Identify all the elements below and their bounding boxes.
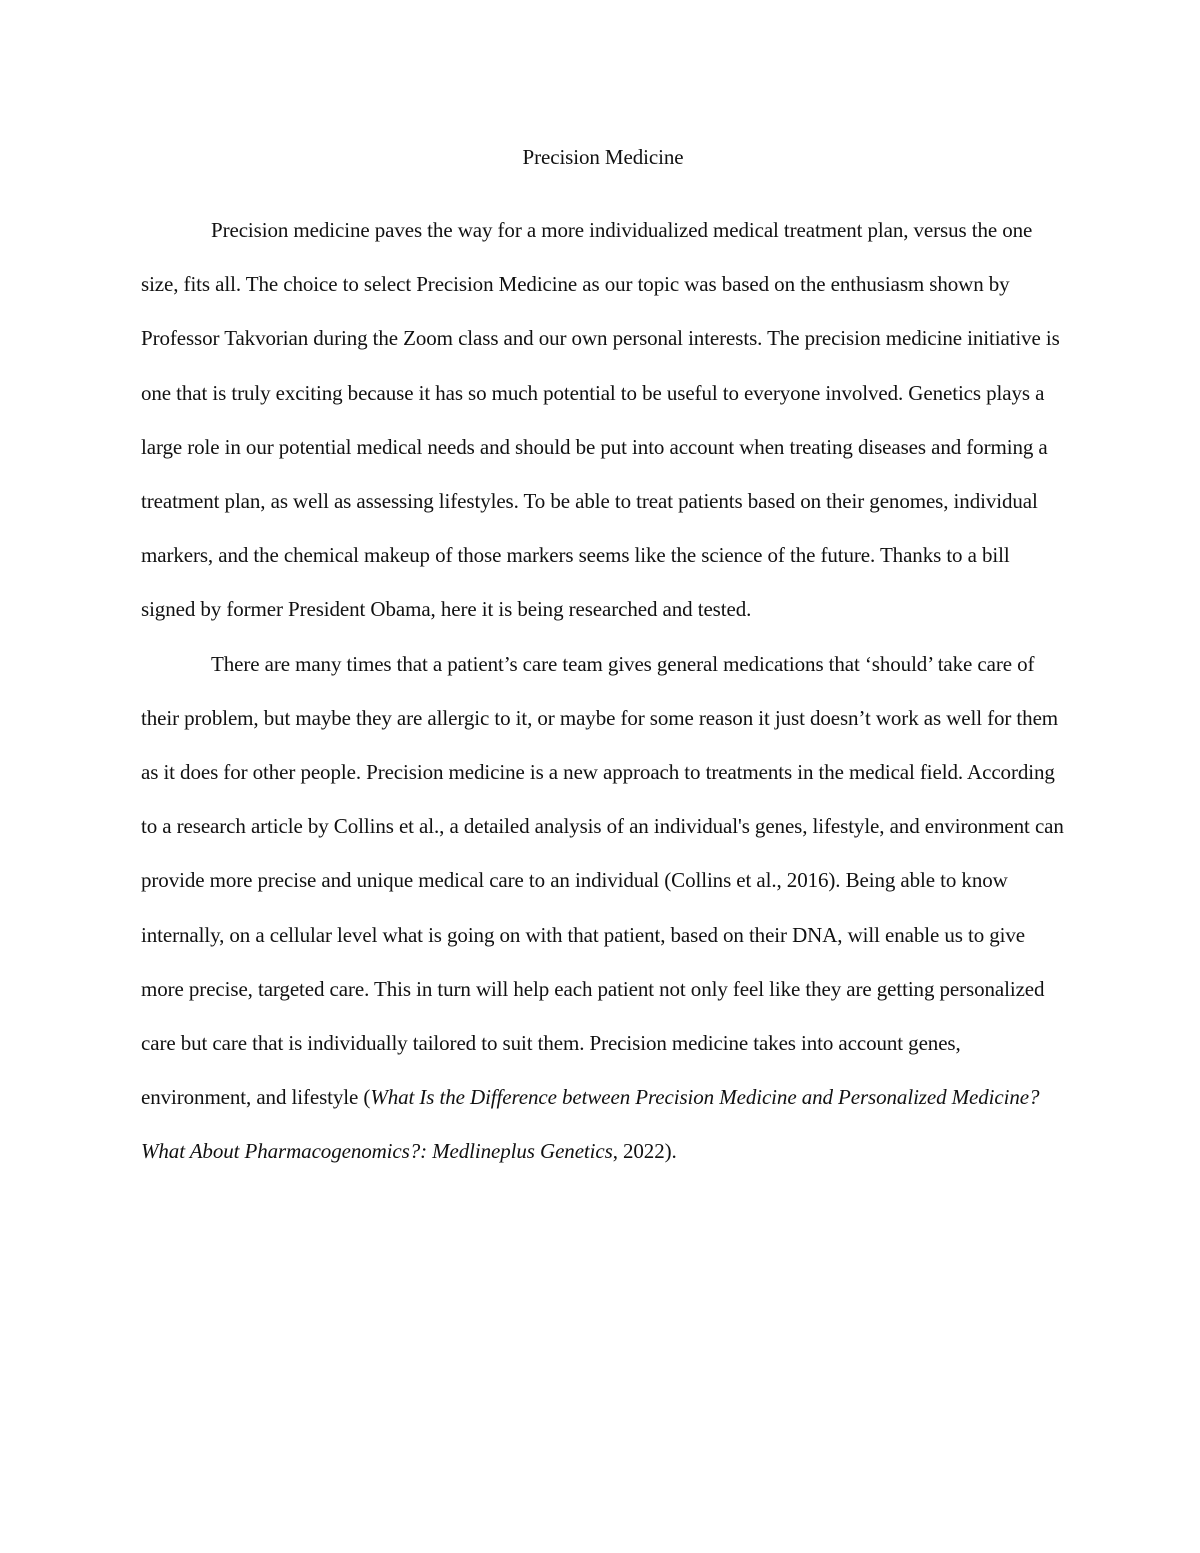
- document-body: [141, 138, 1065, 1179]
- paragraph-precision-approach: [141, 637, 1065, 1179]
- document-title: Precision Medicine: [522, 145, 684, 169]
- paragraph-body-text: There are many times that a patient’s care team gives general medications that ‘should’ take care of their problem, but maybe they are allergic to it, or maybe for some reason it just doesn’t work as well for them as it does for other people. Precision medicine is a new approach to treatments in the medical field. According to a research article by Collins et al., a detailed analysis of an individual's genes, lifestyle, and environment can provide more precise and unique medical care to an individual (Collins et al., 2016). Being able to know internally, on a cellular level what is going on with that patient, based on their DNA, will enable us to give more precise, targeted care. This in turn will help each patient not only feel like they are getting personalized care but care that is individually tailored to suit them. Precision medicine takes into account genes, environment, and lifestyle (: [141, 651, 1064, 1110]
- citation-title: What Is the Difference between Precision Medicine and Personalized Medicine? What About Pharmacogenomics?: Medlineplus Genetics: [141, 1085, 1040, 1164]
- paragraph-intro: Precision medicine paves the way for a more individualized medical treatment plan, versus the one size, fits all. The choice to select Precision Medicine as our topic was based on the enthusiasm shown by Professor Takvorian during the Zoom class and our own personal interests. The precision medicine initiative is one that is truly exciting because it has so much potential to be useful to everyone involved. Genetics plays a large role in our potential medical needs and should be put into account when treating diseases and forming a treatment plan, as well as assessing lifestyles. To be able to treat patients based on their genomes, individual markers, and the chemical makeup of those markers seems like the science of the future. Thanks to a bill signed by former President Obama, here it is being researched and tested.: [141, 218, 1060, 622]
- citation-tail: , 2022).: [612, 1139, 677, 1164]
